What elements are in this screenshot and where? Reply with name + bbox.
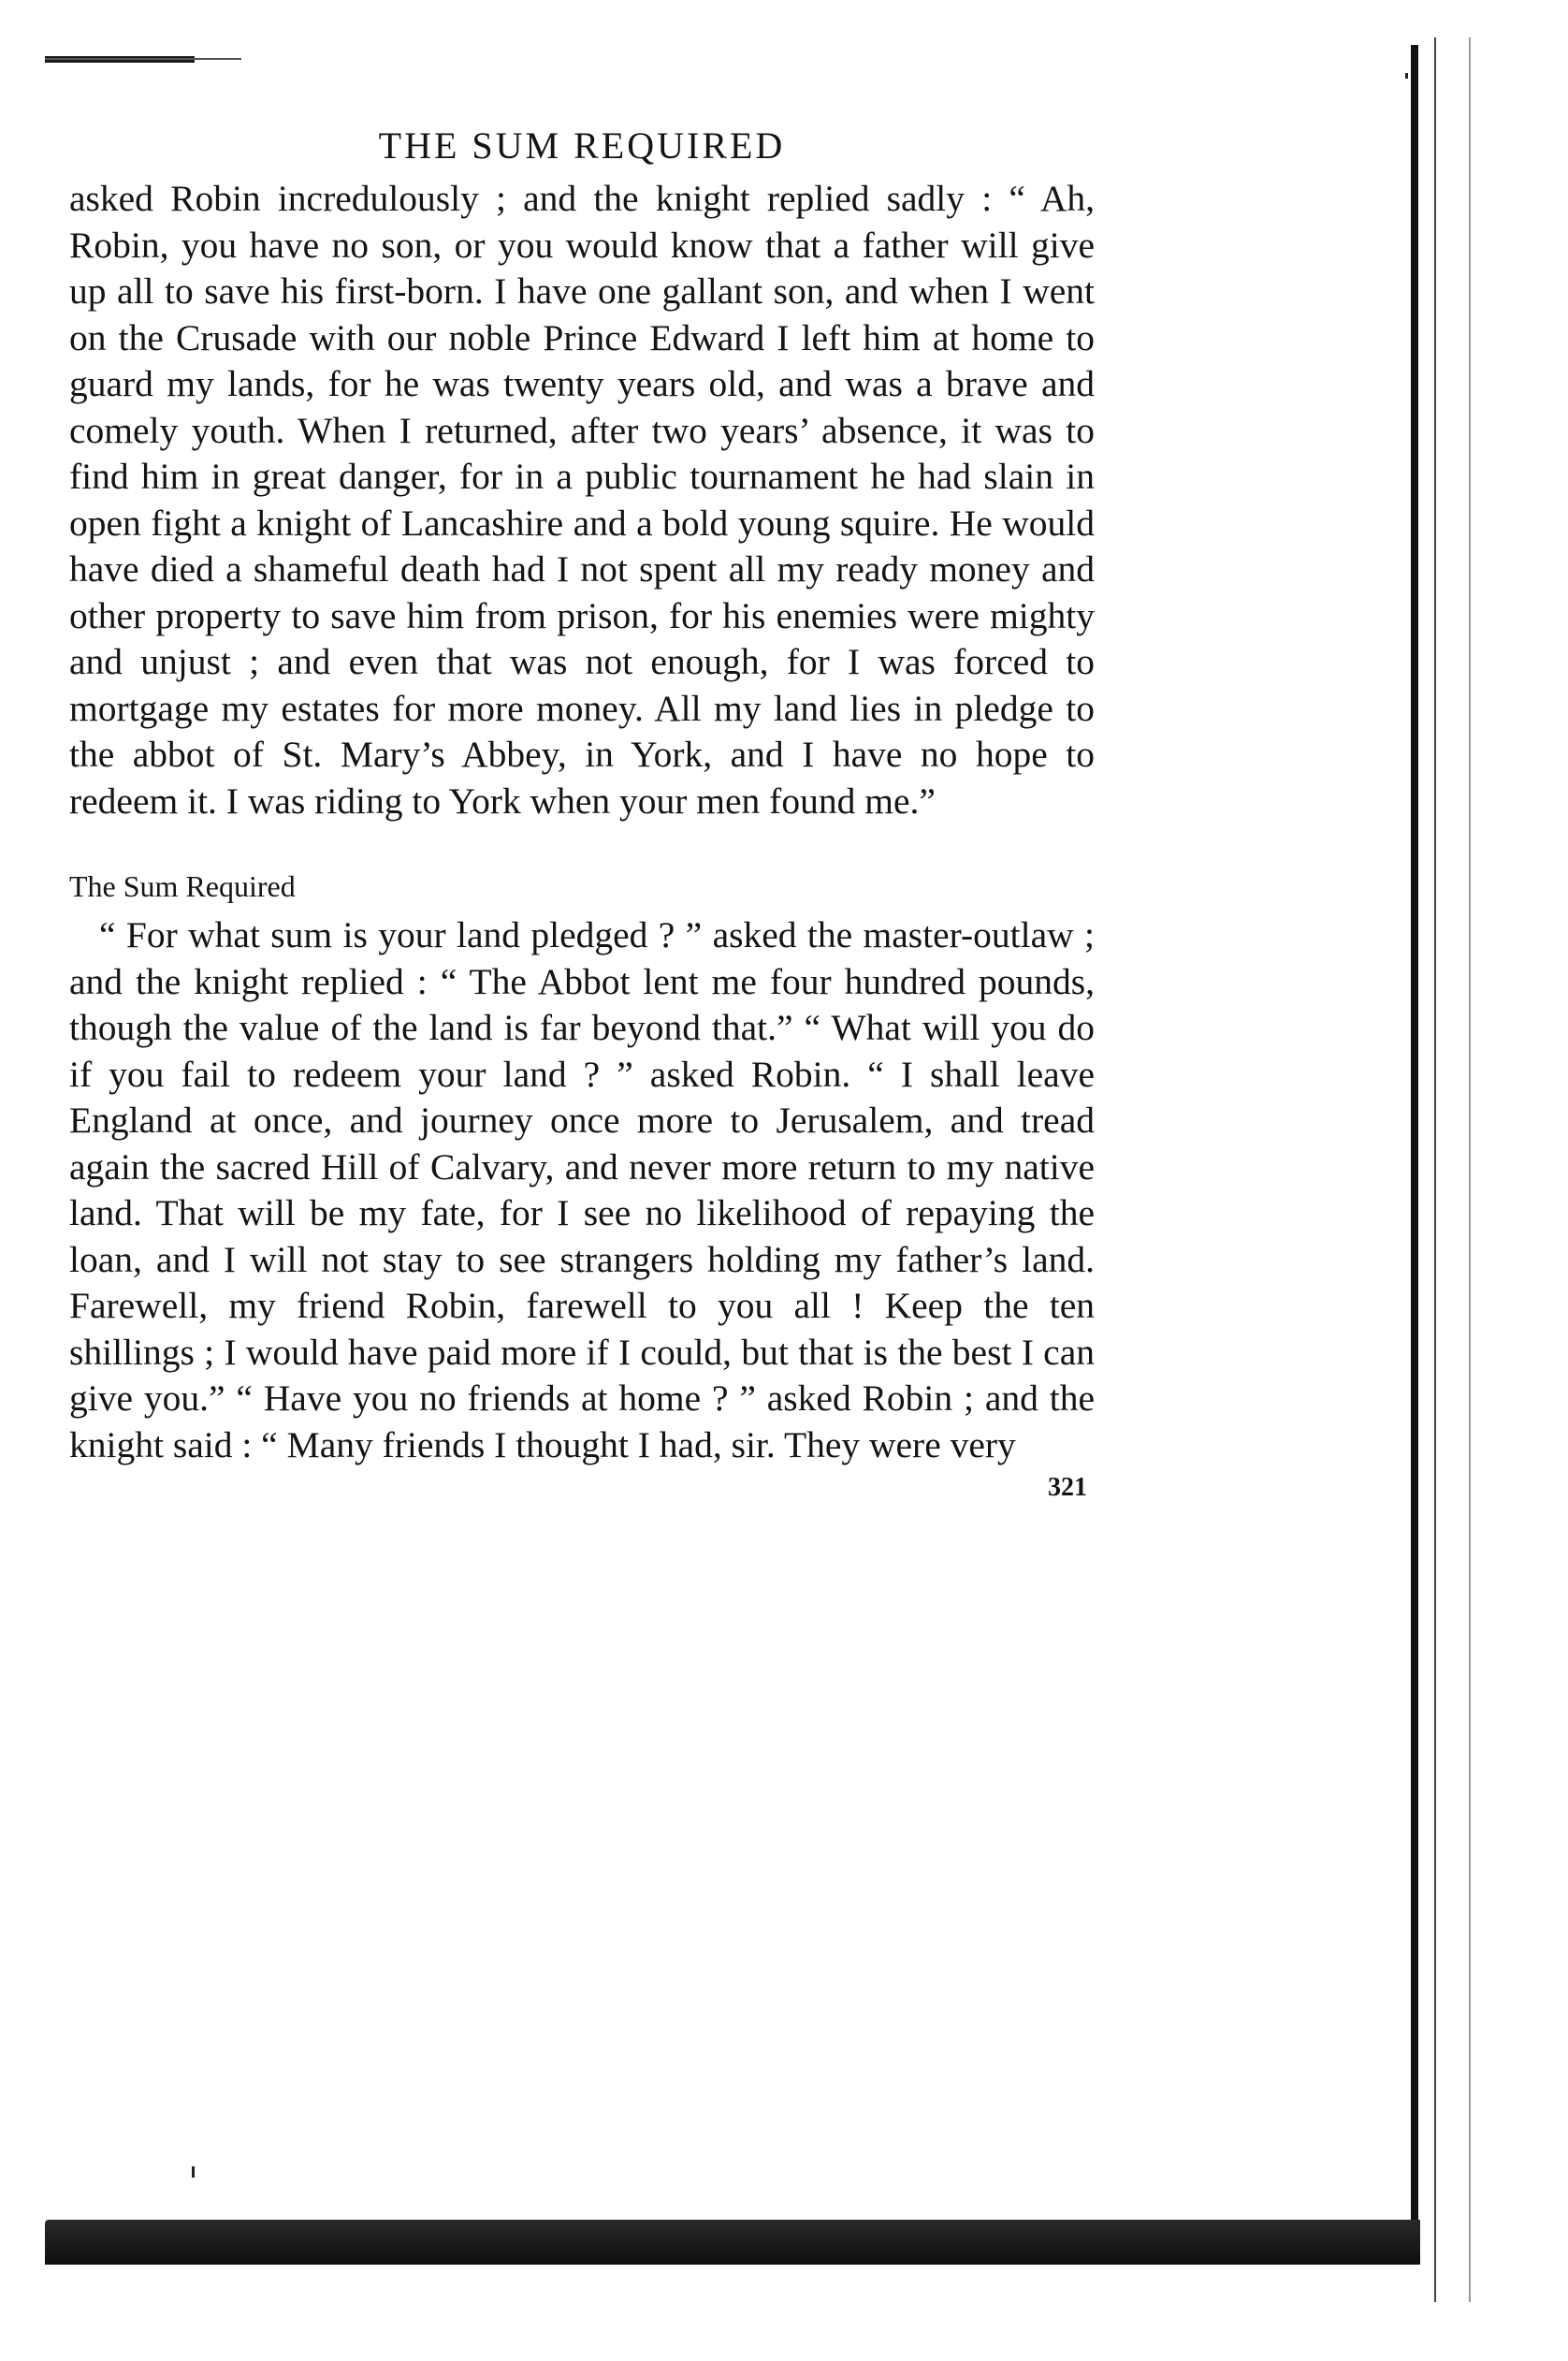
page-edge-line-faint <box>1469 37 1471 2302</box>
scan-bottom-shadow <box>45 2220 1420 2265</box>
section-heading: The Sum Required <box>69 869 296 903</box>
page-edge-line <box>1434 37 1436 2302</box>
page-number: 321 <box>1048 1473 1087 1502</box>
body-paragraph: asked Robin incredulously ; and the knight replied sadly : “ Ah, Robin, you have no son, or you would know that a father will give up all to save his first-born. I have one gallant son, and when I went on the Crusade with our noble Prince Edward I left him at home to guard my lands, for he was twenty years old, and was a brave and comely youth. When I returned, after two years’ absence, it was to find him in great danger, for in a public tournament he had slain in open fight a knight of Lancashire and a bold young squire. He would have died a shameful death had I not spent all my ready money and other property to save him from prison, for his enemies were mighty and unjust ; and even that was not enough, for I was forced to mortgage my estates for more money. All my land lies in pledge to the abbot of St. Mary’s Abbey, in York, and I have no hope to redeem it. I was riding to York when your men found me.” <box>69 178 1095 822</box>
page-edge-shadow <box>1411 45 1418 2239</box>
scan-speck <box>1405 73 1408 79</box>
scan-speck <box>192 2166 195 2178</box>
scan-edge-mark-top <box>45 56 195 63</box>
book-page <box>69 125 1095 1504</box>
running-head: THE SUM REQUIRED <box>378 124 786 167</box>
body-paragraph: “ For what sum is your land pledged ? ” asked the master-outlaw ; and the knight replied : “ The Abbot lent me four hundred pounds, though the value of the land is far beyond that.” “ What will you do if you fail to redeem your land ? ” asked Robin. “ I shall leave England at once, and journey once more to Jerusalem, and tread again the sacred Hill of Calvary, and never more return to my native land. That will be my fate, for I see no likelihood of repaying the loan, and I will not stay to see strangers holding my father’s land. Farewell, my friend Robin, farewell to you all ! Keep the ten shillings ; I would have paid more if I could, but that is the best I can give you.” “ Have you no friends at home ? ” asked Robin ; and the knight said : “ Many friends I thought I had, sir. They were very <box>69 914 1095 1465</box>
